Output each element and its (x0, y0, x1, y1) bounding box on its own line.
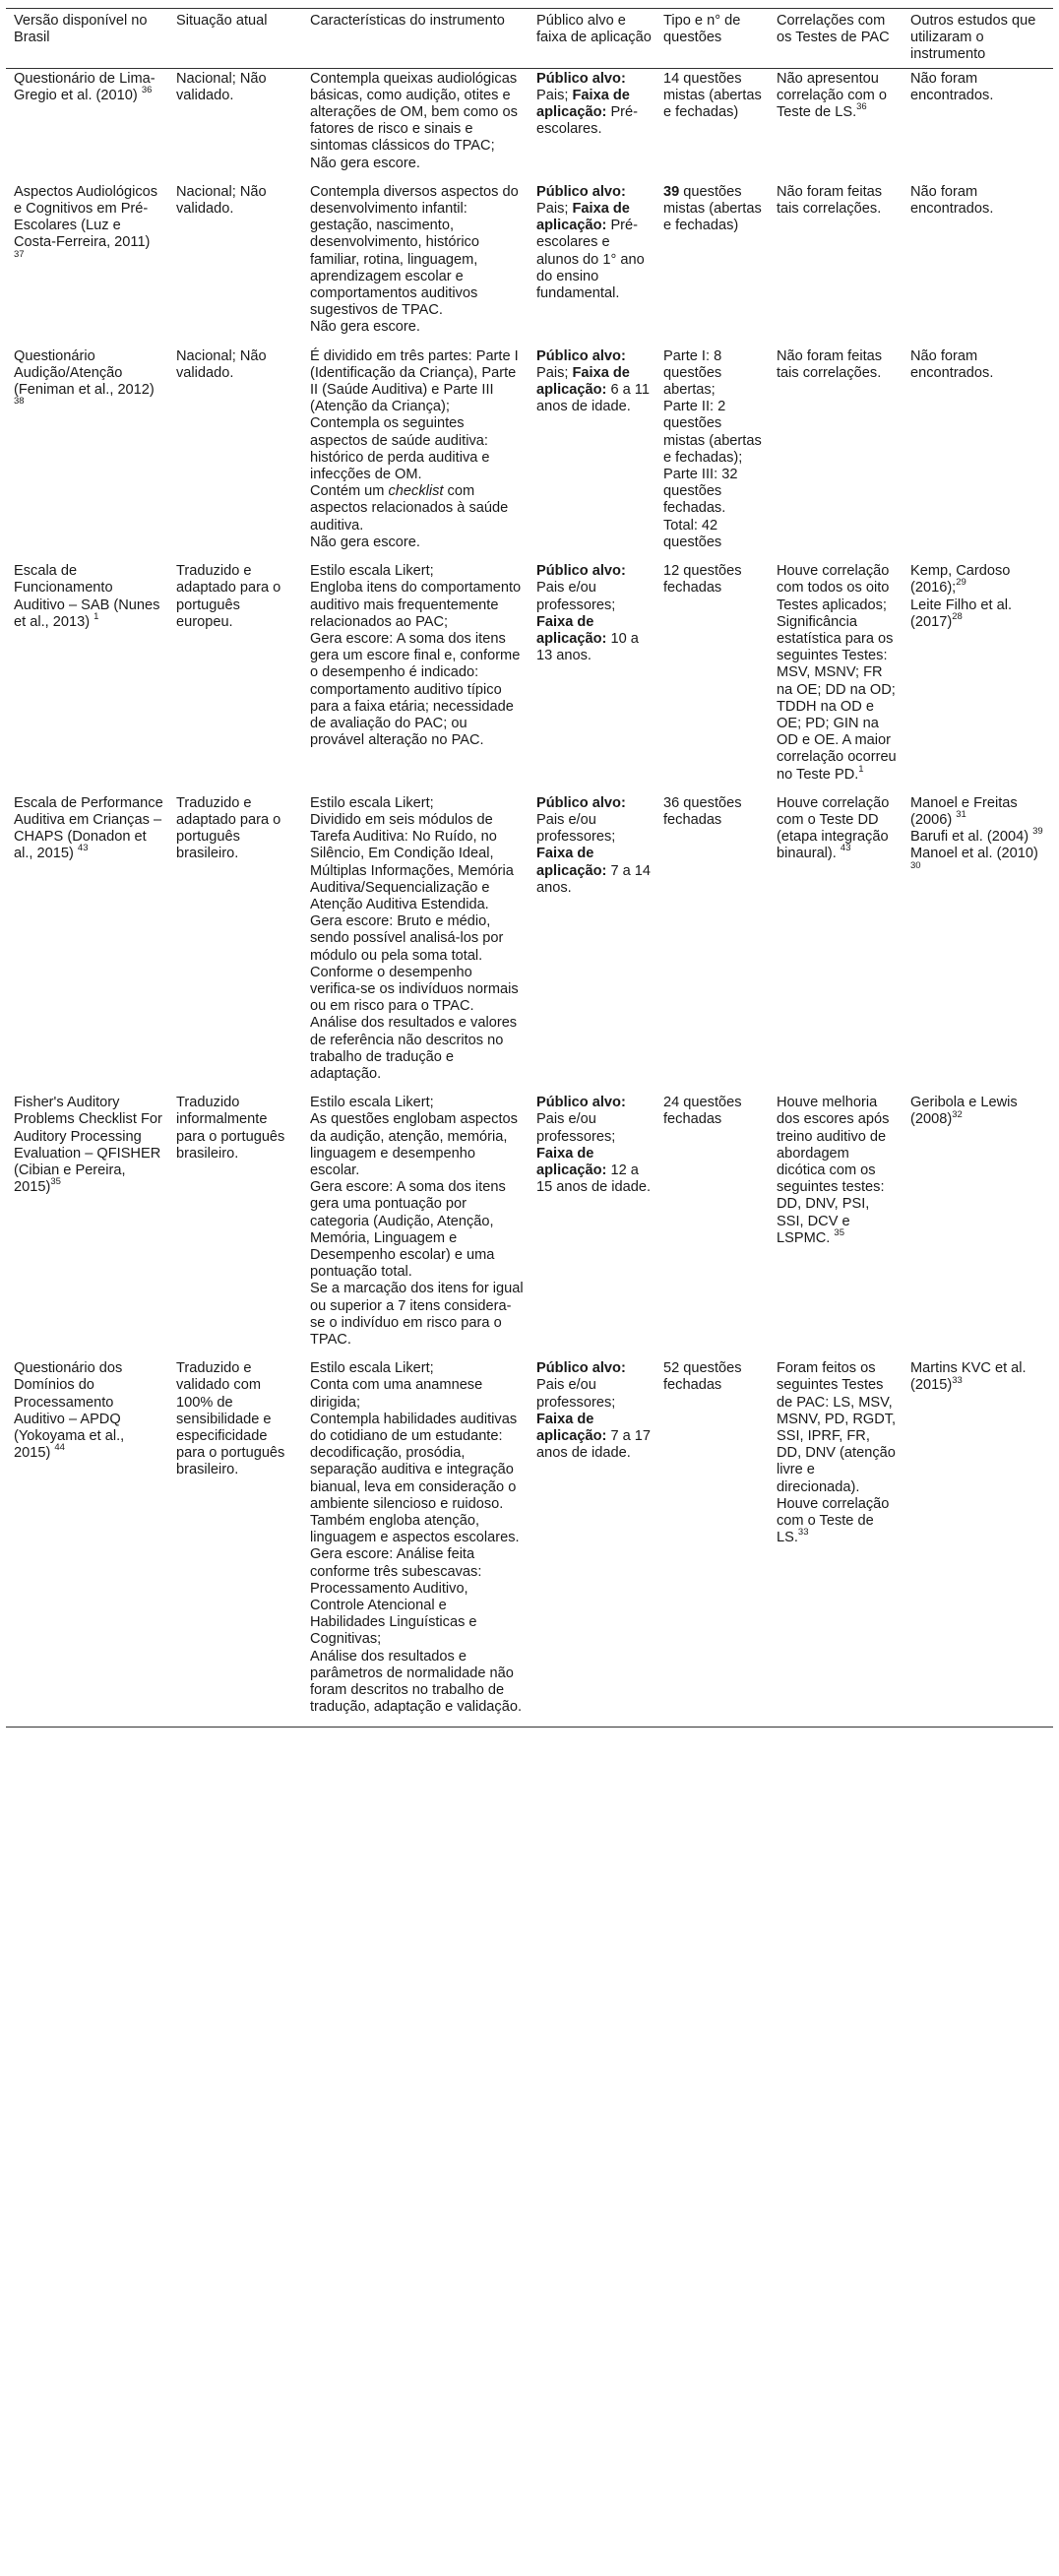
cell-characteristics: Estilo escala Likert; Engloba itens do comportamento auditivo mais frequentemente relacionados ao PAC; Gera escore: A soma dos itens gera um escore final e, conforme o desempenho é indicado: comportamento auditivo típico para a faixa etária; necessidade de avaliação do PAC; ou provável alteração no PAC. (310, 563, 522, 749)
cell-status: Traduzido informalmente para o português brasileiro. (176, 1095, 285, 1162)
cell-version: Questionário de Lima-Gregio et al. (2010) $^{36}$ (14, 70, 156, 103)
cell-correlations: Houve correlação com o Teste DD (etapa integração binaural). $^{43}$ (777, 794, 890, 862)
cell-status: Nacional; Não validado. (176, 70, 267, 103)
cell-characteristics: Estilo escala Likert; As questões englobam aspectos da audição, atenção, memória, linguagem e desempenho escolar. Gera escore: A soma dos itens gera uma pontuação por categoria (Audição, Atenção, Memória, Linguagem e Desempenho escolar) e uma pontuação total. Se a marcação dos itens for igual ou superior a 7 itens considera-se o indivíduo em risco para o TPAC. (310, 1095, 524, 1349)
cell-status: Traduzido e validado com 100% de sensibilidade e especificidade para o português brasileiro. (176, 1360, 285, 1478)
cell-correlations: Houve melhoria dos escores após treino auditivo de abordagem dicótica com os seguintes testes: DD, DNV, PSI, SSI, DCV e LSPMC. $^{35}$ (777, 1095, 890, 1246)
cell-version: Fisher's Auditory Problems Checklist For Auditory Processing Evaluation – QFISHER (Cibian e Pereira, 2015)$^{35}$ (14, 1095, 162, 1196)
table-row (6, 346, 1053, 561)
cell-question-type: Parte I: 8 questões abertas; Parte II: 2 questões mistas (abertas e fechadas); Parte III: 32 questões fechadas. Total: 42 questões (663, 347, 762, 550)
cell-correlations: Não foram feitas tais correlações. (777, 347, 883, 381)
cell-version: Questionário Audição/Atenção (Feniman et al., 2012) $^{38}$ (14, 347, 155, 408)
cell-question-type: 12 questões fechadas (663, 563, 742, 597)
cell-status: Traduzido e adaptado para o português brasileiro. (176, 794, 281, 862)
cell-question-type: 39 questões mistas (abertas e fechadas) (663, 183, 762, 234)
cell-audience: Público alvo: Pais; Faixa de aplicação: 6 a 11 anos de idade. (536, 347, 650, 415)
cell-version: Questionário dos Domínios do Processamento Auditivo – APDQ (Yokoyama et al., 2015) $^{44}$ (14, 1360, 125, 1462)
cell-audience: Público alvo: Pais e/ou professores; Faixa de aplicação: 7 a 17 anos de idade. (536, 1360, 652, 1462)
cell-characteristics: Estilo escala Likert; Dividido em seis módulos de Tarefa Auditiva: No Ruído, no Silêncio, Em Condição Ideal, Múltiplas Informações, Memória Auditiva/Sequencialização e Atenção Auditiva Estendida. Gera escore: Bruto e médio, sendo possível analisá-los por módulo ou pela soma total. Conforme o desempenho verifica-se os indivíduos normais ou em risco para o TPAC. Análise dos resultados e valores de referência não descritos no trabalho de tradução e adaptação. (310, 794, 519, 1082)
header-version: Versão disponível no Brasil (14, 13, 148, 46)
table-row (6, 1093, 1053, 1358)
cell-correlations: Houve correlação com todos os oito Testes aplicados; Significância estatística para os seguintes Testes: MSV, MSNV; FR na OE; DD na OD; TDDH na OD e OE; PD; GIN na OD e OE. A maior correlação ocorreu no Teste PD.$^1$ (777, 563, 897, 783)
header-audience: Público alvo e faixa de aplicação (536, 13, 652, 46)
cell-other-studies: Martins KVC et al. $(2015)^{33}$ (910, 1360, 1027, 1394)
cell-version: Aspectos Audiológicos e Cognitivos em Pré-Escolares (Luz e Costa-Ferreira, 2011) $^{37}$ (14, 183, 158, 260)
header-other-studies: Outros estudos que utilizaram o instrumento (910, 13, 1036, 63)
cell-audience: Público alvo: Pais; Faixa de aplicação: Pré-escolares e alunos do 1° ano do ensino fundamental. (536, 183, 645, 302)
cell-question-type: 24 questões fechadas (663, 1095, 742, 1128)
cell-question-type: 36 questões fechadas (663, 794, 742, 828)
cell-audience: Público alvo: Pais e/ou professores; Faixa de aplicação: 7 a 14 anos. (536, 794, 652, 896)
cell-version: Escala de Performance Auditiva em Crianças – CHAPS (Donadon et al., 2015) $^{43}$ (14, 794, 163, 862)
table-row (6, 793, 1053, 1093)
cell-status: Traduzido e adaptado para o português europeu. (176, 563, 281, 630)
cell-other-studies: Kemp, Cardoso (2016);$^{29}$ Leite Filho et al. $(2017)^{28}$ (910, 563, 1013, 630)
cell-audience: Público alvo: Pais e/ou professores; Faixa de aplicação: 12 a 15 anos de idade. (536, 1095, 652, 1196)
cell-status: Nacional; Não validado. (176, 347, 267, 381)
header-characteristics: Características do instrumento (310, 13, 505, 29)
header-correlations: Correlações com os Testes de PAC (777, 13, 890, 46)
cell-characteristics: Contempla diversos aspectos do desenvolvimento infantil: gestação, nascimento, desenvolvimento, histórico familiar, rotina, linguagem, aprendizagem escolar e comportamentos auditivos sugestivos de TPAC. Não gera escore. (310, 183, 519, 336)
header-row (6, 9, 1053, 69)
cell-other-studies: Não foram encontrados. (910, 183, 994, 218)
table-row (6, 561, 1053, 793)
instruments-table (6, 8, 1053, 1728)
cell-other-studies: Geribola e Lewis $(2008)^{32}$ (910, 1095, 1018, 1128)
cell-characteristics: É dividido em três partes: Parte I (Identificação da Criança), Parte II (Saúde Auditiva) e Parte III (Atenção da Criança); Contempla os seguintes aspectos de saúde auditiva: histórico de perda auditiva e infecções de OM. Contém um checklist com aspectos relacionados à saúde auditiva. Não gera escore. (310, 347, 519, 550)
cell-audience: Público alvo: Pais; Faixa de aplicação: Pré-escolares. (536, 70, 639, 138)
cell-question-type: 52 questões fechadas (663, 1360, 742, 1394)
header-question-type: Tipo e n° de questões (663, 13, 741, 46)
cell-correlations: Não foram feitas tais correlações. (777, 183, 883, 218)
cell-characteristics: Estilo escala Likert; Conta com uma anamnese dirigida; Contempla habilidades auditivas do cotidiano de um estudante: decodificação, prosódia, separação auditiva e integração bianual, leva em consideração o ambiente silencioso e ruidoso. Também engloba atenção, linguagem e aspectos escolares. Gera escore: Análise feita conforme três subescavas: Processamento Auditivo, Controle Atencional e Habilidades Linguísticas e Cognitivas; Análise dos resultados e parâmetros de normalidade não foram descritos no trabalho de tradução, adaptação e validação. (310, 1360, 523, 1716)
cell-question-type: 14 questões mistas (abertas e fechadas) (663, 70, 762, 121)
table-row (6, 182, 1053, 346)
cell-other-studies: Manoel e Freitas (2006) $^{31}$ Barufi et al. (2004) $^{39}$ Manoel et al. (2010) $^{30}$ (910, 794, 1043, 871)
table-row (6, 1358, 1053, 1727)
cell-other-studies: Não foram encontrados. (910, 347, 994, 381)
cell-correlations: Foram feitos os seguintes Testes de PAC: LS, MSV, MSNV, PD, RGDT, SSI, IPRF, FR, DD, DNV (atenção livre e direcionada). Houve correlação com o Teste de LS.$^{33}$ (777, 1360, 897, 1546)
header-status: Situação atual (176, 13, 268, 29)
table-row (6, 68, 1053, 182)
cell-status: Nacional; Não validado. (176, 183, 267, 218)
cell-version: Escala de Funcionamento Auditivo – SAB (Nunes et al., 2013) $^1$ (14, 563, 160, 630)
cell-characteristics: Contempla queixas audiológicas básicas, como audição, otites e alterações de OM, bem como os fatores de risco e sinais e sintomas clássicos do TPAC; Não gera escore. (310, 70, 518, 171)
cell-audience: Público alvo: Pais e/ou professores; Faixa de aplicação: 10 a 13 anos. (536, 563, 639, 664)
cell-other-studies: Não foram encontrados. (910, 70, 994, 103)
cell-correlations: Não apresentou correlação com o Teste de LS.$^{36}$ (777, 70, 887, 121)
